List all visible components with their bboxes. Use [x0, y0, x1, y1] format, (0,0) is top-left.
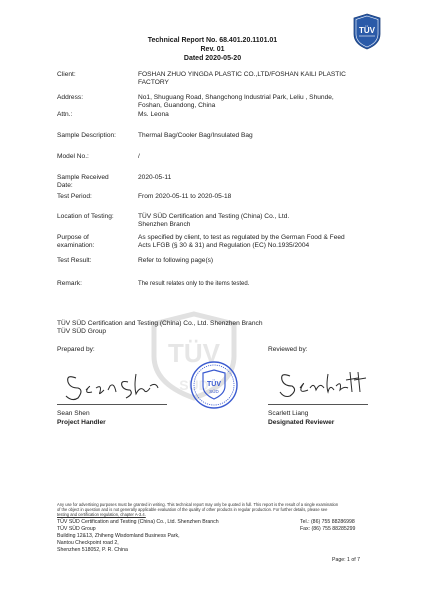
model-no-value: /: [138, 153, 140, 160]
remark-label: Remark:: [57, 280, 82, 287]
sample-received-label-1: Sample Received: [57, 174, 109, 181]
test-period-value: From 2020-05-11 to 2020-05-18: [138, 193, 232, 200]
purpose-label-2: examination:: [57, 242, 95, 249]
issuer-line-2: TÜV SÜD Group: [57, 328, 107, 335]
footer-group: TÜV SÜD Group: [57, 526, 96, 532]
reviewed-by-label: Reviewed by:: [268, 346, 308, 353]
reviewed-role: Designated Reviewer: [268, 419, 335, 426]
company-seal: [189, 360, 239, 410]
address-label: Address:: [57, 94, 84, 101]
footer-disclaimer-1: Any use for advertising purposes must be granted in writing. This technical report may only be quoted in full. This report is the result of a single examination: [57, 502, 339, 507]
issuer-line-1: TÜV SÜD Certification and Testing (China) Co., Ltd. Shenzhen Branch: [57, 320, 263, 327]
prepared-by-label: Prepared by:: [57, 346, 95, 353]
attn-value: Ms. Leona: [138, 111, 169, 118]
watermark-sud: SÜD: [179, 377, 209, 393]
reviewed-name: Scarlett Liang: [268, 410, 309, 417]
footer-address-3: Shenzhen 518052, P. R. China: [57, 547, 128, 553]
address-value-1: No1, Shuguang Road, Shangchong Industrial Park, Leliu , Shunde,: [138, 94, 334, 101]
prepared-name: Sean Shen: [57, 410, 90, 417]
prepared-signature-line: [57, 404, 167, 405]
report-date: Dated 2020-05-20: [183, 55, 242, 62]
prepared-role: Project Handler: [57, 419, 106, 426]
reviewed-signature: [272, 362, 372, 402]
test-result-value: Refer to following page(s): [138, 257, 214, 264]
sample-received-label-2: Date:: [57, 182, 73, 189]
location-value-2: Shenzhen Branch: [138, 221, 191, 228]
test-period-label: Test Period:: [57, 193, 92, 200]
sample-description-label: Sample Description:: [57, 132, 117, 139]
client-label: Client:: [57, 71, 76, 78]
purpose-value-2: Acts LFGB (§ 30 & 31) and Regulation (EC) No.1935/2004: [138, 242, 310, 249]
purpose-label-1: Purpose of: [57, 234, 89, 241]
location-label: Location of Testing:: [57, 213, 114, 220]
remark-value: The result relates only to the items tested.: [138, 281, 250, 287]
attn-label: Attn.:: [57, 111, 73, 118]
report-title: Technical Report No. 68.401.20.1101.01: [147, 37, 278, 44]
client-value-2: FACTORY: [138, 79, 169, 86]
footer-fax: Fax: (86) 755 88285299: [300, 526, 356, 532]
sample-received-value: 2020-05-11: [138, 174, 172, 181]
prepared-signature: [62, 364, 162, 404]
address-value-2: Foshan, Guandong, China: [138, 102, 216, 109]
reviewed-signature-line: [268, 404, 368, 405]
seal-sud-text: SÜD: [209, 389, 219, 394]
watermark-tuv: TÜV: [168, 338, 220, 368]
page-number: Page: 1 of 7: [332, 557, 360, 563]
location-value-1: TÜV SÜD Certification and Testing (China) Co., Ltd.: [138, 213, 290, 220]
footer-address-2: Nantou Checkpoint road 2,: [57, 540, 119, 546]
footer-company: TÜV SÜD Certification and Testing (China) Co., Ltd. Shenzhen Branch: [57, 519, 219, 525]
client-value-1: FOSHAN ZHUO YINGDA PLASTIC CO.,LTD/FOSHAN KAILI PLASTIC: [138, 71, 346, 78]
purpose-value-1: As specified by client, to test as regulated by the German Food & Feed: [138, 234, 345, 241]
footer-address-1: Building 12&13, Zhiheng Wisdomland Business Park,: [57, 533, 180, 539]
svg-text:TÜV: TÜV: [359, 26, 375, 35]
footer-tel: Tel.: (86) 755 88286998: [300, 519, 355, 525]
footer-disclaimer-2: of the object in question and is not generally applicable evaluation of the quality of other products in regular production. For further details, please see: [57, 507, 328, 512]
footer-disclaimer-3: testing and certification regulation, chapter A-3.4.: [57, 512, 146, 517]
test-result-label: Test Result:: [57, 257, 92, 264]
seal-tuv-text: TÜV: [207, 381, 221, 388]
report-rev: Rev. 01: [200, 46, 225, 53]
sample-description-value: Thermal Bag/Cooler Bag/Insulated Bag: [138, 132, 253, 139]
model-no-label: Model No.:: [57, 153, 89, 160]
tuv-logo: [351, 12, 383, 50]
